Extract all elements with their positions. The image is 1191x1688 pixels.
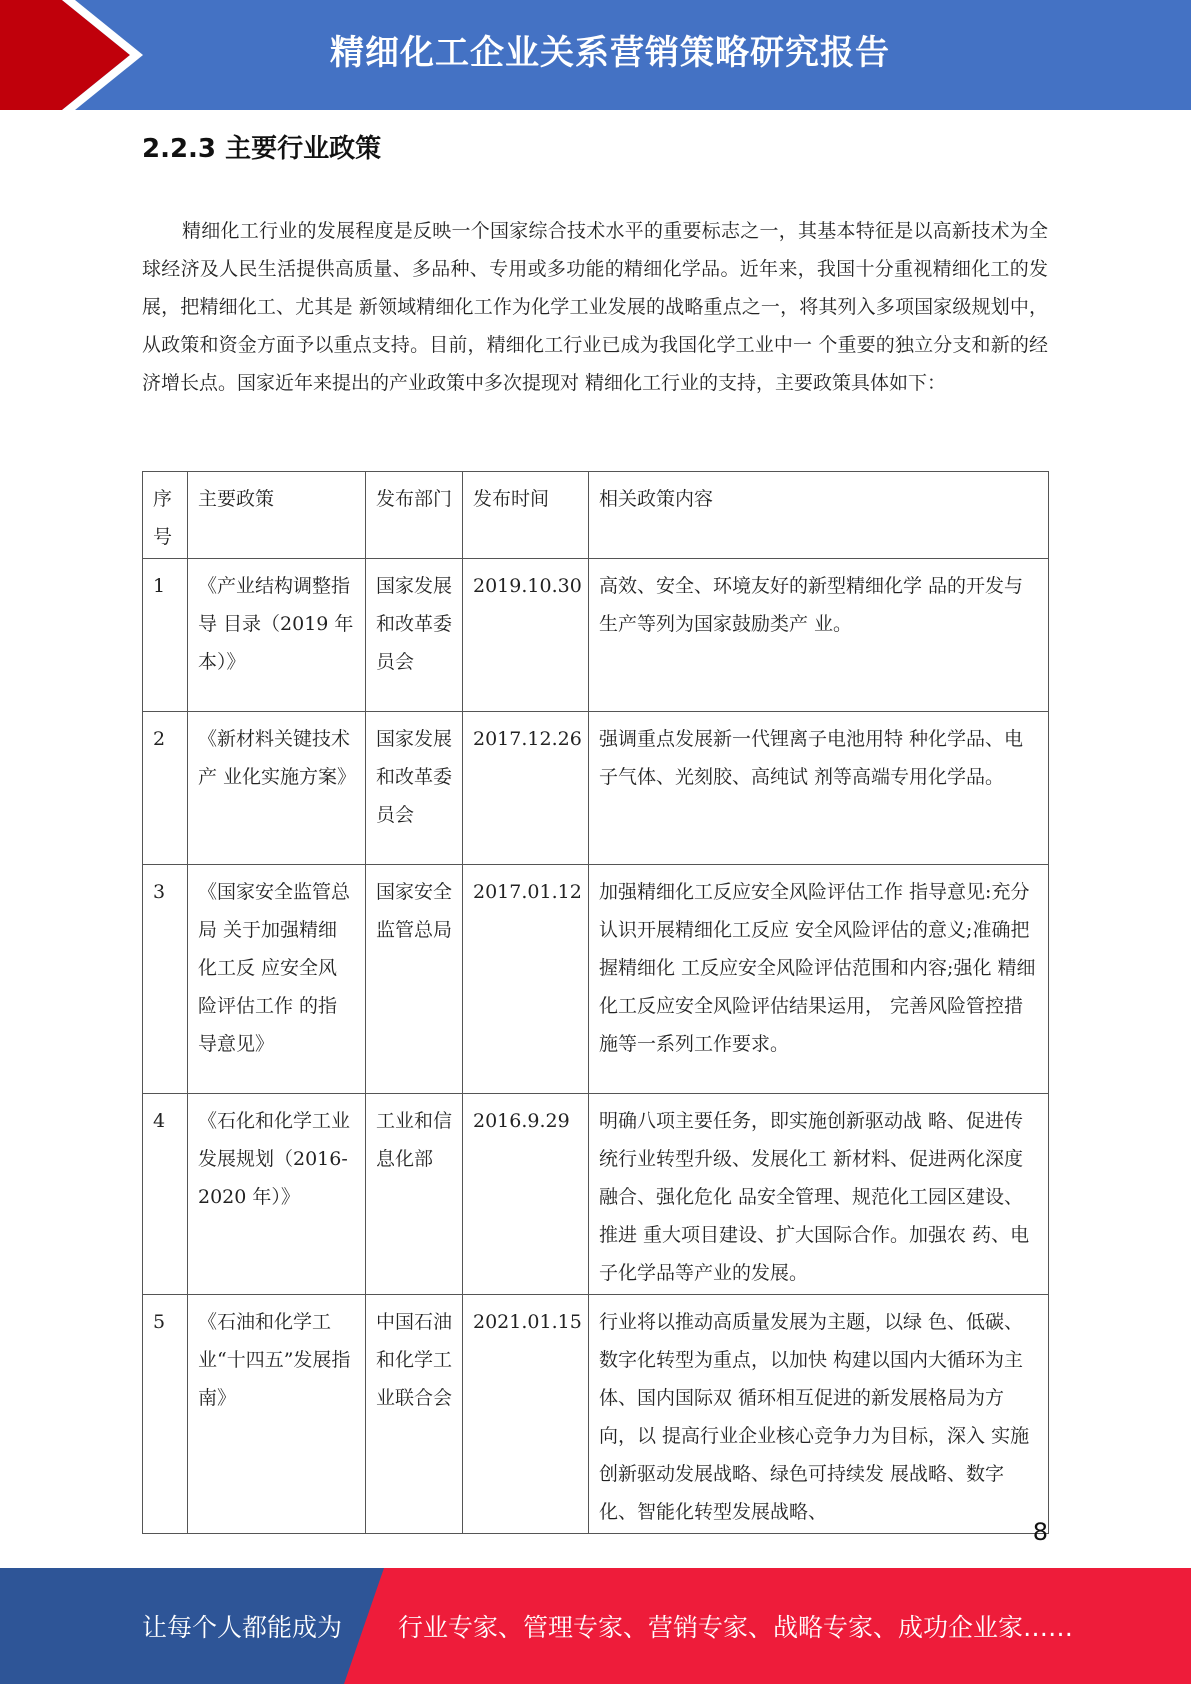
footer-band [0, 1568, 1191, 1684]
intro-paragraph: 精细化工行业的发展程度是反映一个国家综合技术水平的重要标志之一，其基本特征是以高新技术为全球经济及人民生活提供高质量、多品种、专用或多功能的精细化学品。近年来，我国十分重视精细化工的发展，把精细化工、尤其是 新领域精细化工作为化学工业发展的战略重点之一，将其列入多项国家级规划中，从政策和资金方面予以重点支持。目前，精细化工行业已成为我国化学工业中一 个重要的独立分支和新的经济增长点。国家近年来提出的产业政策中多次提现对 精细化工行业的支持，主要政策具体如下： [142, 220, 1048, 394]
cell-policy: 《新材料关键技术产 业化实施方案》 [188, 712, 366, 865]
table-row [143, 712, 1049, 865]
section-heading: 2.2.3 主要行业政策 [142, 134, 382, 164]
cell-content: 高效、安全、环境友好的新型精细化学 品的开发与生产等列为国家鼓励类产 业。 [589, 559, 1049, 712]
table-row [143, 1094, 1049, 1295]
cell-content: 明确八项主要任务，即实施创新驱动战 略、促进传统行业转型升级、发展化工 新材料、促进两化深度融合、强化危化 品安全管理、规范化工园区建设、推进 重大项目建设、扩大国际合作。加强农 药、电子化学品等产业的发展。 [589, 1094, 1049, 1295]
cell-no: 1 [143, 559, 188, 712]
red-chevron-decoration [0, 0, 160, 110]
policy-table [142, 471, 1049, 1534]
cell-content: 强调重点发展新一代锂离子电池用特 种化学品、电子气体、光刻胶、高纯试 剂等高端专用化学品。 [589, 712, 1049, 865]
cell-date: 2017.01.12 [463, 865, 589, 1094]
report-title: 精细化工企业关系营销策略研究报告 [330, 33, 890, 73]
header-band [0, 0, 1191, 110]
page-number: 8 [1032, 1518, 1048, 1546]
cell-no: 5 [143, 1295, 188, 1534]
cell-dept: 中国石油 和化学工 业联合会 [366, 1295, 463, 1534]
cell-date: 2017.12.26 [463, 712, 589, 865]
cell-no: 2 [143, 712, 188, 865]
cell-date: 2016.9.29 [463, 1094, 589, 1295]
cell-content: 加强精细化工反应安全风险评估工作 指导意见:充分认识开展精细化工反应 安全风险评估的意义;准确把握精细化 工反应安全风险评估范围和内容;强化 精细化工反应安全风险评估结果运用， 完善风险管控措施等一系列工作要求。 [589, 865, 1049, 1094]
cell-date: 2019.10.30 [463, 559, 589, 712]
cell-policy: 《产业结构调整指导 目录（2019 年本）》 [188, 559, 366, 712]
cell-dept: 国家发展 和改革委 员会 [366, 559, 463, 712]
column-header-policy: 主要政策 [188, 472, 366, 559]
column-header-date: 发布时间 [463, 472, 589, 559]
column-header-content: 相关政策内容 [589, 472, 1049, 559]
footer-slogan-right: 行业专家、管理专家、营销专家、战略专家、成功企业家…… [398, 1613, 1074, 1642]
cell-content: 行业将以推动高质量发展为主题，以绿 色、低碳、数字化转型为重点，以加快 构建以国内大循环为主体、国内国际双 循环相互促进的新发展格局为方向，以 提高行业企业核心竞争力为目标，深入 实施创新驱动发展战略、绿色可持续发 展战略、数字化、智能化转型发展战略、 [589, 1295, 1049, 1534]
cell-no: 3 [143, 865, 188, 1094]
table-row [143, 1295, 1049, 1534]
column-header-dept: 发布部门 [366, 472, 463, 559]
column-header-no: 序号 [143, 472, 188, 559]
cell-policy: 《石化和化学工业发展规划（2016-2020 年）》 [188, 1094, 366, 1295]
cell-dept: 国家发展 和改革委 员会 [366, 712, 463, 865]
cell-policy: 《国家安全监管总局 关于加强精细化工反 应安全风险评估工作 的指导意见》 [188, 865, 366, 1094]
cell-policy: 《石油和化学工业“十四五”发展指 南》 [188, 1295, 366, 1534]
footer-slogan-left: 让每个人都能成为 [142, 1613, 343, 1642]
table-row [143, 865, 1049, 1094]
cell-dept: 工业和信息化部 [366, 1094, 463, 1295]
table-header-row [143, 472, 1049, 559]
cell-date: 2021.01.15 [463, 1295, 589, 1534]
cell-no: 4 [143, 1094, 188, 1295]
cell-dept: 国家安全 监管总局 [366, 865, 463, 1094]
table-row [143, 559, 1049, 712]
